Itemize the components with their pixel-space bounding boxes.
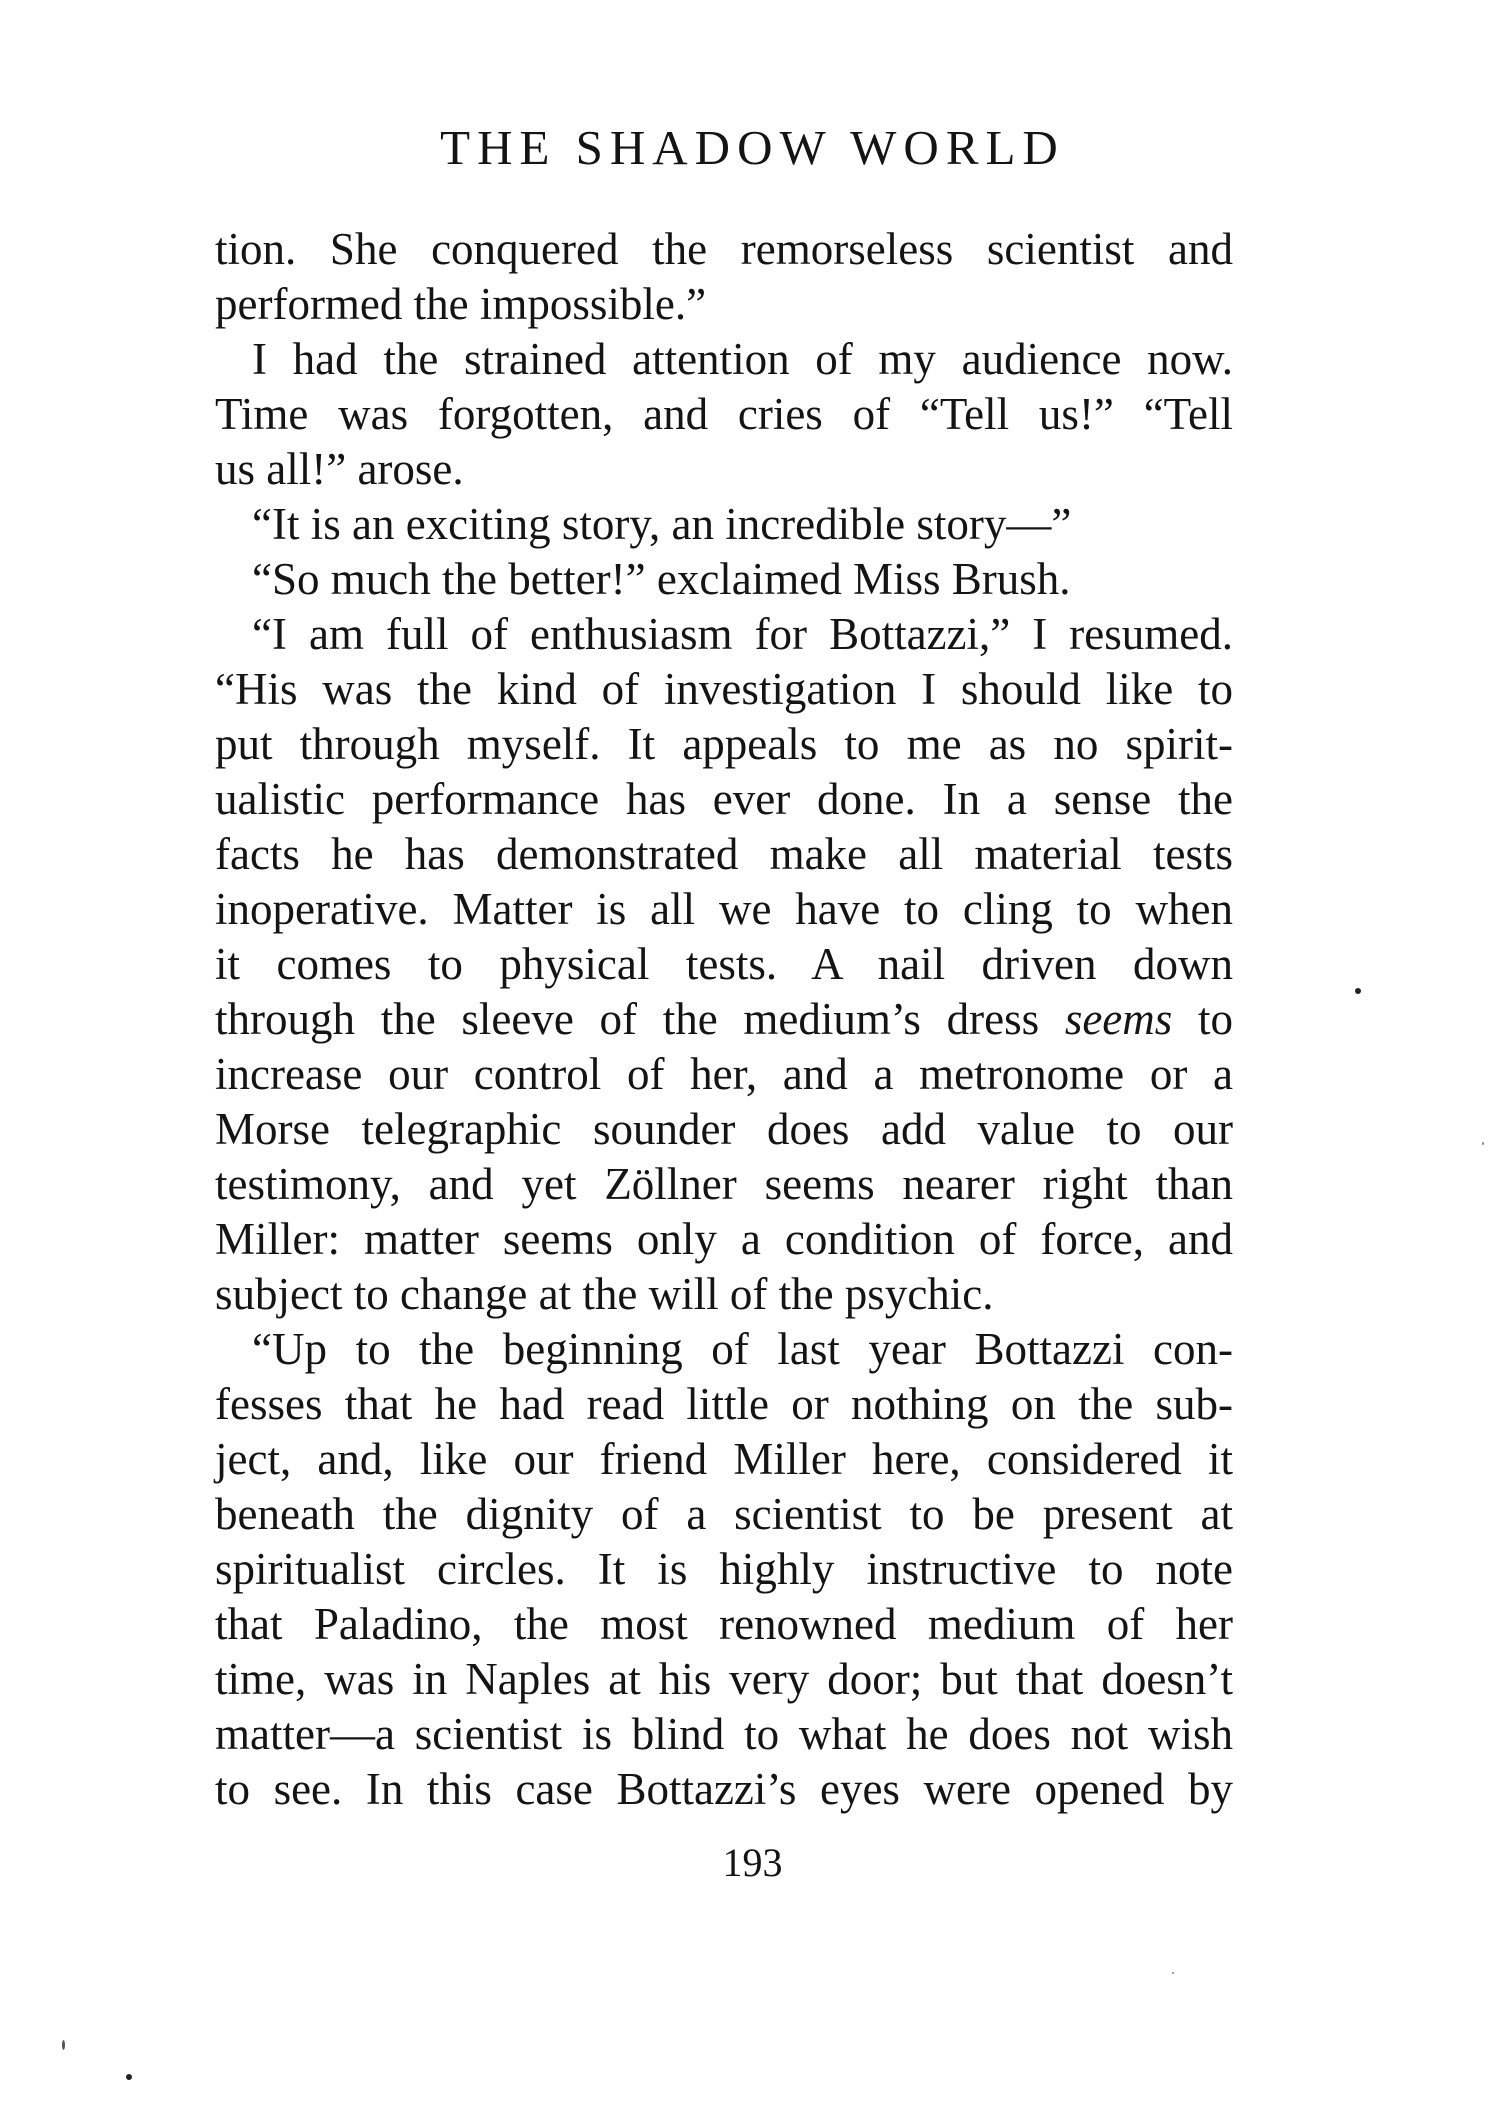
text-line: “It is an exciting story, an incredible story—” [252,499,1072,549]
text-line: Time was forgotten, and cries of “Tell us!” “Tell [215,389,1233,439]
italic-word: seems [1064,994,1173,1044]
text-line: subject to change at the will of the psychic. [215,1269,994,1319]
scan-speck [1482,1142,1484,1145]
text-line: spiritualist circles. It is highly instructive to note [215,1544,1233,1594]
text-line: increase our control of her, and a metronome or a [215,1049,1233,1099]
text-segment: to [1172,994,1233,1044]
text-line: put through myself. It appeals to me as no spirit- [215,719,1233,769]
text-line: beneath the dignity of a scientist to be present at [215,1489,1233,1539]
text-line: ject, and, like our friend Miller here, considered it [215,1434,1233,1484]
running-head: THE SHADOW WORLD [440,120,1065,175]
scan-speck [126,2074,132,2080]
text-line: “I am full of enthusiasm for Bottazzi,” I resumed. [252,609,1233,659]
text-line: that Paladino, the most renowned medium of her [215,1599,1233,1649]
text-line: ualistic performance has ever done. In a sense the [215,774,1233,824]
text-line: Morse telegraphic sounder does add value to our [215,1104,1233,1154]
text-line: tion. She conquered the remorseless scientist and [215,224,1233,274]
text-line: “Up to the beginning of last year Bottazzi con- [252,1324,1233,1374]
text-line: I had the strained attention of my audience now. [252,334,1233,384]
text-line: facts he has demonstrated make all material tests [215,829,1233,879]
body-text [215,222,1233,1817]
text-line: us all!” arose. [215,444,464,494]
text-line: time, was in Naples at his very door; but that doesn’t [215,1654,1233,1704]
text-line: matter—a scientist is blind to what he does not wish [215,1709,1233,1759]
text-line: it comes to physical tests. A nail driven down [215,939,1233,989]
text-line: to see. In this case Bottazzi’s eyes were opened by [215,1764,1233,1814]
text-line: Miller: matter seems only a condition of force, and [215,1214,1233,1264]
scan-speck [1355,988,1361,994]
text-line: testimony, and yet Zöllner seems nearer right than [215,1159,1233,1209]
text-segment: through the sleeve of the medium’s dress [215,994,1065,1044]
text-line: performed the impossible.” [215,279,707,329]
text-line: fesses that he had read little or nothing on the sub- [215,1379,1233,1429]
text-line: “So much the better!” exclaimed Miss Brush. [252,554,1071,604]
scan-speck [1172,1972,1174,1974]
text-line [215,992,1233,1047]
page-number: 193 [722,1840,783,1885]
scan-speck [62,2040,65,2050]
text-line: “His was the kind of investigation I should like to [215,664,1233,714]
text-line: inoperative. Matter is all we have to cling to when [215,884,1233,934]
